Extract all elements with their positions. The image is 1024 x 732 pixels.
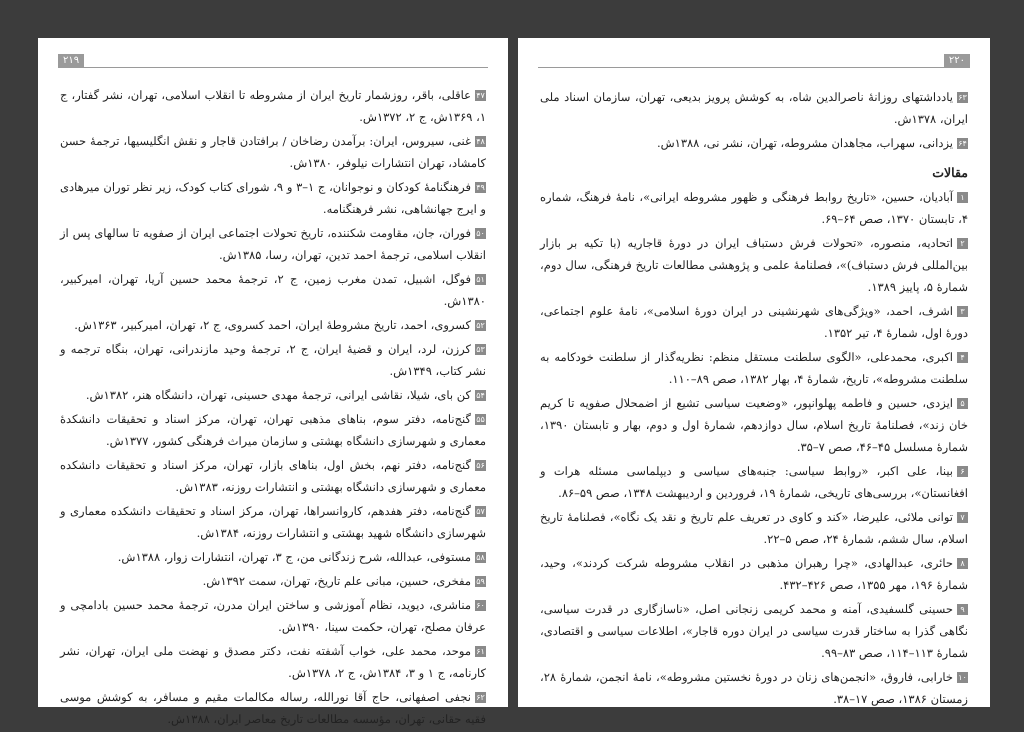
entry-text: نجفی اصفهانی، حاج آقا نورالله، رساله مکالمات مقیم و مسافر، به کوشش موسی فقیه حقانی، تهران، مؤسسه مطالعات تاریخ معاصر ایران، ۱۳۸۸ش.: [60, 690, 486, 726]
entry-text: مفخری، حسین، مبانی علم تاریخ، تهران، سمت ۱۳۹۲ش.: [202, 574, 471, 588]
bibliography-entry: [540, 132, 968, 154]
bibliography-entry: [60, 500, 486, 544]
bibliography-entry: [540, 232, 968, 298]
entry-number-badge: ۵۶: [476, 461, 485, 470]
entry-text: آبادیان، حسین، «تاریخ روابط فرهنگی و ظهور مشروطه ایرانی»، نامهٔ فرهنگ، شماره ۴، تابستان ۱۳۷۰، صص ۶۴–۶۹.: [540, 190, 968, 226]
page-number: ۲۱۹: [58, 54, 84, 67]
bibliography-entry: [540, 506, 968, 550]
bibliography-entry: [60, 338, 486, 382]
entry-number-badge: ۱۰: [958, 673, 967, 682]
bibliography-entry: [540, 346, 968, 390]
entry-text: موحد، محمد علی، خواب آشفته نفت، دکتر مصدق و نهضت ملی ایران، تهران، نشر کارنامه، ج ۱ و ۳، ۱۳۸۴ش، ج ۲، ۱۳۷۸ش.: [60, 644, 486, 680]
entry-number-badge: ۶۴: [958, 139, 967, 148]
entry-number-badge: ۴۸: [476, 137, 485, 146]
entry-text: یادداشتهای روزانهٔ ناصرالدین شاه، به کوشش پرویز بدیعی، تهران، سازمان اسناد ملی ایران، ۱۳۷۸ش.: [540, 90, 968, 126]
entry-number-badge: ۶: [957, 466, 968, 477]
entry-text: خارابی، فاروق، «انجمن‌های زنان در دورهٔ نخستین مشروطه»، نامهٔ انجمن، شمارهٔ ۲۸، زمستان ۱۳۸۶، صص ۱۷–۳۸.: [540, 670, 968, 706]
entry-text: کن بای، شیلا، نقاشی ایرانی، ترجمهٔ مهدی حسینی، تهران، دانشگاه هنر، ۱۳۸۲ش.: [85, 388, 471, 402]
entry-number-badge: ۵۲: [476, 321, 485, 330]
section-title: مقالات: [932, 165, 968, 180]
entry-number-badge: ۱: [957, 192, 968, 203]
bibliography-entry: [60, 546, 486, 568]
entry-number-badge: ۷: [957, 512, 968, 523]
entry-text: عاقلی، باقر، روزشمار تاریخ ایران از مشروطه تا انقلاب اسلامی، تهران، نشر گفتار، ج ۱، ۱۳۶۹ش، ج ۲، ۱۳۷۲ش.: [60, 88, 486, 124]
bibliography-entry: [540, 598, 968, 664]
entry-text: بینا، علی اکبر، «روابط سیاسی: جنبه‌های سیاسی و دیپلماسی مسئله هرات و افغانستان»، بررسی‌های تاریخی، شمارهٔ ۱۹، فروردین و اردیبهشت ۱۳۴۸، صص ۵۹–۸۶.: [540, 464, 968, 500]
entry-text: فوران، جان، مقاومت شکننده، تاریخ تحولات اجتماعی ایران از صفویه تا سالهای پس از انقلاب اسلامی، ترجمهٔ احمد تدین، تهران، رسا، ۱۳۸۵ش.: [60, 226, 486, 262]
bibliography-entry: [60, 130, 486, 174]
bibliography-entry: [60, 176, 486, 220]
entry-number-badge: ۳: [957, 306, 968, 317]
entry-number-badge: ۵۷: [476, 507, 485, 516]
entry-text: حسینی گلسفیدی، آمنه و محمد کریمی زنجانی اصل، «ناسازگاری در قدرت سیاسی، نگاهی گذرا به ساختار قدرت سیاسی در ایران دوره قاجار»، اطلاعات سیاسی و اقتصادی، شمارهٔ ۱۱۳–۱۱۴، صص ۸۳–۹۹.: [540, 602, 968, 660]
entry-number-badge: ۵۵: [476, 415, 485, 424]
bibliography-entry: [60, 686, 486, 730]
entry-text: اتحادیه، منصوره، «تحولات فرش دستباف ایران در دورهٔ قاجاریه (با تکیه بر بازار بین‌المللی فرش دستباف)»، فصلنامهٔ علمی و پژوهشی مطالعات تاریخ فرهنگی، سال دوم، شمارهٔ ۵، پاییز ۱۳۸۹.: [540, 236, 968, 294]
entry-text: مناشری، دیوید، نظام آموزشی و ساختن ایران مدرن، ترجمهٔ محمد حسین بادامچی و عرفان مصلح، تهران، حکمت سینا، ۱۳۹۰ش.: [60, 598, 486, 634]
entry-number-badge: ۵: [957, 398, 968, 409]
entry-text: کسروی، احمد، تاریخ مشروطهٔ ایران، احمد کسروی، ج ۲، تهران، امیرکبیر، ۱۳۶۳ش.: [74, 318, 471, 332]
entry-number-badge: ۵۳: [476, 345, 485, 354]
entry-number-badge: ۵۸: [476, 553, 485, 562]
bibliography-entry: [540, 666, 968, 710]
bibliography-entry: [60, 268, 486, 312]
entry-number-badge: ۵۰: [476, 229, 485, 238]
entry-text: غنی، سیروس، ایران: برآمدن رضاخان / برافتادن قاجار و نقش انگلیسیها، ترجمهٔ حسن کامشاد، تهران انتشارات نیلوفر، ۱۳۸۰ش.: [60, 134, 486, 170]
entry-number-badge: ۵۱: [476, 275, 485, 284]
bibliography-list: [60, 84, 486, 732]
header-rule: [58, 67, 488, 68]
entry-text: کرزن، لرد، ایران و قضیهٔ ایران، ج ۲، ترجمهٔ وحید مازندرانی، تهران، بنگاه ترجمه و نشر کتاب، ۱۳۴۹ش.: [60, 342, 486, 378]
entry-number-badge: ۶۳: [958, 93, 967, 102]
bibliography-entry: [540, 460, 968, 504]
entry-text: توانی ملائی، علیرضا، «کند و کاوی در تعریف علم تاریخ و نقد یک نگاه»، فصلنامهٔ تاریخ اسلام، سال ششم، شمارهٔ ۲۴، صص ۵–۲۲.: [540, 510, 968, 546]
entry-text: فوگل، اشبیل، تمدن مغرب زمین، ج ۲، ترجمهٔ محمد حسین آریا، تهران، امیرکبیر، ۱۳۸۰ش.: [60, 272, 486, 308]
right-page: [518, 38, 990, 707]
entry-text: گنج‌نامه، دفتر سوم، بناهای مذهبی تهران، تهران، مرکز اسناد و تحقیقات دانشکدهٔ معماری و شهرسازی دانشگاه بهشتی و سازمان میراث فرهنگی کشور، ۱۳۷۷ش.: [60, 412, 486, 448]
bibliography-entry: [60, 384, 486, 406]
bibliography-entry: [540, 86, 968, 130]
entry-number-badge: ۲: [957, 238, 968, 249]
entry-number-badge: ۴: [957, 352, 968, 363]
bibliography-entry: [60, 222, 486, 266]
entry-number-badge: ۹: [957, 604, 968, 615]
entry-text: گنج‌نامه، دفتر هفدهم، کاروانسراها، تهران، مرکز اسناد و تحقیقات دانشکده معماری و شهرسازی دانشگاه شهید بهشتی و انتشارات روزنه، ۱۳۸۴ش.: [60, 504, 486, 540]
bibliography-entry: [60, 640, 486, 684]
bibliography-list: [540, 86, 968, 712]
bibliography-entry: [540, 392, 968, 458]
entry-text: مستوفی، عبدالله، شرح زندگانی من، ج ۳، تهران، انتشارات زوار، ۱۳۸۸ش.: [117, 550, 471, 564]
entry-number-badge: ۵۴: [476, 391, 485, 400]
entry-text: اشرف، احمد، «ویژگی‌های شهرنشینی در ایران دورهٔ اسلامی»، نامهٔ علوم اجتماعی، دورهٔ اول، شمارهٔ ۴، تیر ۱۳۵۲.: [540, 304, 968, 340]
header-rule: [538, 67, 970, 68]
entry-text: ایزدی، حسین و فاطمه پهلوانپور، «وضعیت سیاسی تشیع از اضمحلال صفویه تا کریم خان زند»، فصلنامهٔ تاریخ اسلام، سال دوازدهم، شمارهٔ اول و دوم، بهار و تابستان ۱۳۹۰، شمارهٔ مسلسل ۴۵–۴۶، صص ۷–۳۵.: [540, 396, 968, 454]
entry-number-badge: ۶۰: [476, 601, 485, 610]
entry-number-badge: ۸: [957, 558, 968, 569]
entry-number-badge: ۴۹: [476, 183, 485, 192]
bibliography-entry: [60, 84, 486, 128]
entry-text: حائری، عبدالهادی، «چرا رهبران مذهبی در انقلاب مشروطه شرکت کردند»، وحید، شمارهٔ ۱۹۶، مهر ۱۳۵۵، صص ۴۲۶–۴۳۲.: [540, 556, 968, 592]
bibliography-entry: [540, 552, 968, 596]
page-number: ۲۲۰: [944, 54, 970, 67]
entry-number-badge: ۶۲: [476, 693, 485, 702]
entry-text: اکبری، محمدعلی، «الگوی سلطنت مستقل منظم: نظریه‌گذار از سلطنت خودکامه به سلطنت مشروطه»، تاریخ، شمارهٔ ۴، بهار ۱۳۸۲، صص ۸۹–۱۱۰.: [540, 350, 968, 386]
bibliography-entry: [540, 186, 968, 230]
articles-list: [540, 186, 968, 710]
left-page: [38, 38, 508, 726]
bibliography-entry: [60, 594, 486, 638]
bibliography-entry: [60, 408, 486, 452]
bibliography-entry: [60, 454, 486, 498]
entry-text: گنج‌نامه، دفتر نهم، بخش اول، بناهای بازار، تهران، مرکز اسناد و تحقیقات دانشکده معماری و شهرسازی دانشگاه بهشتی و انتشارات روزنه، ۱۳۸۳ش.: [60, 458, 486, 494]
bibliography-entry: [60, 570, 486, 592]
bibliography-entry: [540, 300, 968, 344]
entry-number-badge: ۶۱: [476, 647, 485, 656]
entry-text: یزدانی، سهراب، مجاهدان مشروطه، تهران، نشر نی، ۱۳۸۸ش.: [656, 136, 953, 150]
entry-text: فرهنگنامهٔ کودکان و نوجوانان، ج ۱–۳ و ۹، شورای کتاب کودک، زیر نظر توران میرهادی و ایرج جهانشاهی، نشر فرهنگنامه.: [60, 180, 486, 216]
books-list: [540, 86, 968, 154]
bibliography-entry: [60, 314, 486, 336]
entry-number-badge: ۵۹: [476, 577, 485, 586]
entry-number-badge: ۴۷: [476, 91, 485, 100]
